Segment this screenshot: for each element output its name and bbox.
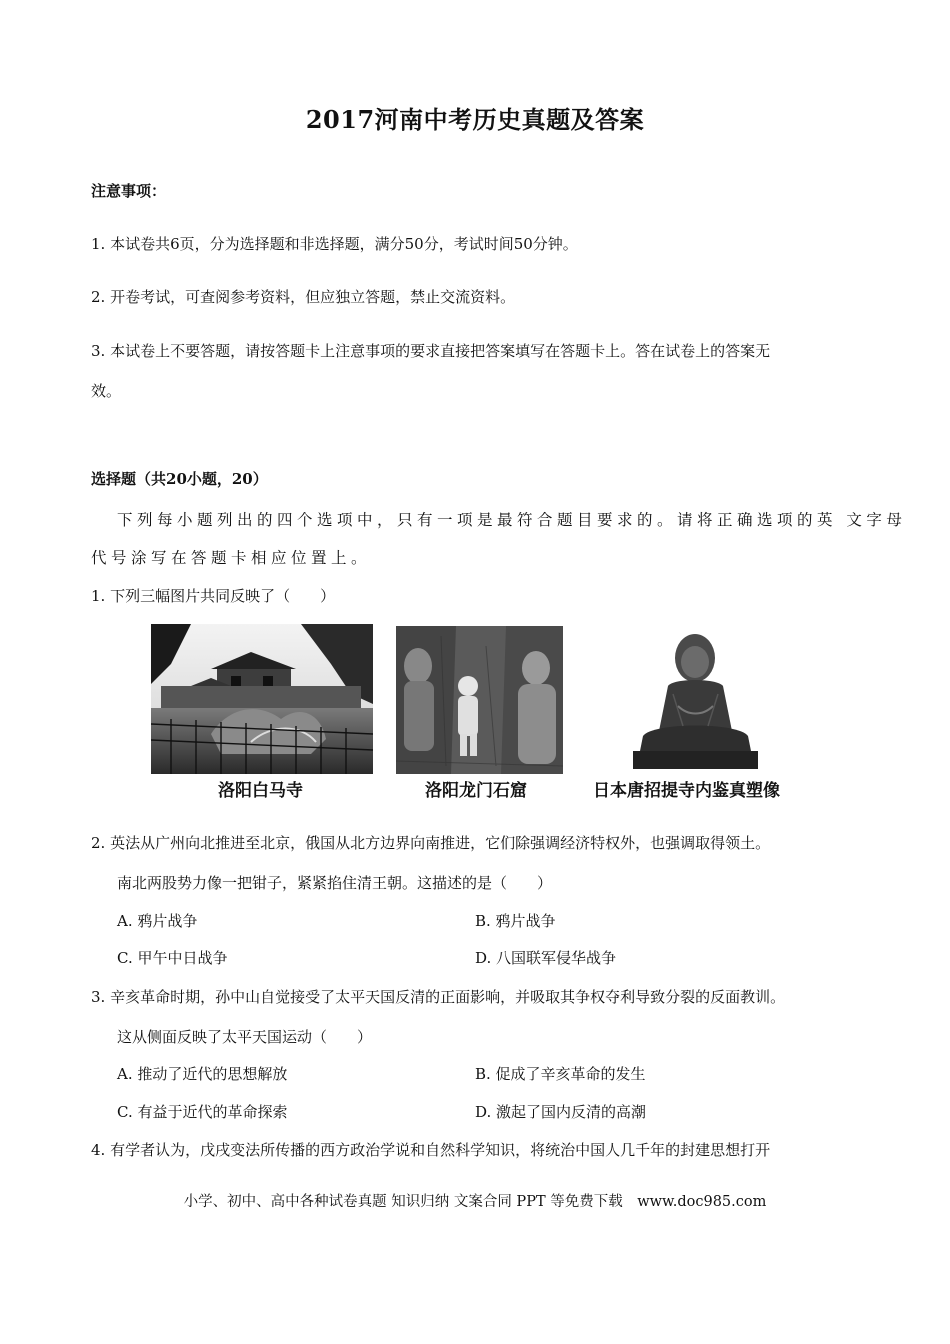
statue-photo — [623, 626, 768, 774]
option-d: D. 八国联军侵华战争 — [475, 949, 617, 967]
image-caption: 洛阳龙门石窟 — [425, 781, 527, 801]
option-a: A. 鸦片战争 — [117, 912, 198, 930]
note-item: 3. 本试卷上不要答题，请按答题卡上注意事项的要求直接把答案填写在答题卡上。答在试卷上的答案无 — [91, 342, 771, 360]
section-intro: 下列每小题列出的四个选项中，只有一项是最符合题目要求的。请将正确选项的英 文字母 — [117, 511, 907, 529]
question-stem: 这从侧面反映了太平天国运动（ ） — [117, 1028, 373, 1046]
note-item: 1. 本试卷共6页，分为选择题和非选择题，满分50分，考试时间50分钟。 — [91, 235, 578, 253]
question-stem: 3. 辛亥革命时期，孙中山自觉接受了太平天国反清的正面影响，并吸取其争权夺利导致分裂的反面教训。 — [91, 988, 786, 1006]
option-b: B. 鸦片战争 — [475, 912, 556, 930]
question-stem: 2. 英法从广州向北推进至北京，俄国从北方边界向南推进，它们除强调经济特权外，也强调取得领土。 — [91, 834, 771, 852]
image-caption: 洛阳白马寺 — [218, 781, 303, 801]
option-d: D. 激起了国内反清的高潮 — [475, 1103, 647, 1121]
grotto-photo — [396, 626, 563, 774]
section-intro: 代号涂写在答题卡相应位置上。 — [91, 549, 372, 567]
note-item: 2. 开卷考试，可查阅参考资料，但应独立答题，禁止交流资料。 — [91, 288, 516, 306]
question-stem: 4. 有学者认为，戊戌变法所传播的西方政治学说和自然科学知识，将统治中国人几千年的封建思想打开 — [91, 1141, 771, 1159]
option-c: C. 甲午中日战争 — [117, 949, 228, 967]
question-stem: 1. 下列三幅图片共同反映了（ ） — [91, 587, 336, 605]
note-item: 效。 — [91, 382, 122, 400]
page-footer: 小学、初中、高中各种试卷真题 知识归纳 文案合同 PPT 等免费下载 www.doc985.com — [183, 1194, 767, 1210]
image-caption: 日本唐招提寺内鉴真塑像 — [593, 781, 780, 801]
question-stem: 南北两股势力像一把钳子，紧紧掐住清王朝。这描述的是（ ） — [117, 874, 553, 892]
option-a: A. 推动了近代的思想解放 — [117, 1065, 288, 1083]
temple-photo — [151, 624, 373, 774]
option-c: C. 有益于近代的革命探索 — [117, 1103, 288, 1121]
option-b: B. 促成了辛亥革命的发生 — [475, 1065, 646, 1083]
section-heading: 选择题（共20小题，20） — [91, 470, 268, 488]
page-title: 2017河南中考历史真题及答案 — [305, 105, 645, 134]
notes-heading: 注意事项： — [91, 182, 167, 200]
